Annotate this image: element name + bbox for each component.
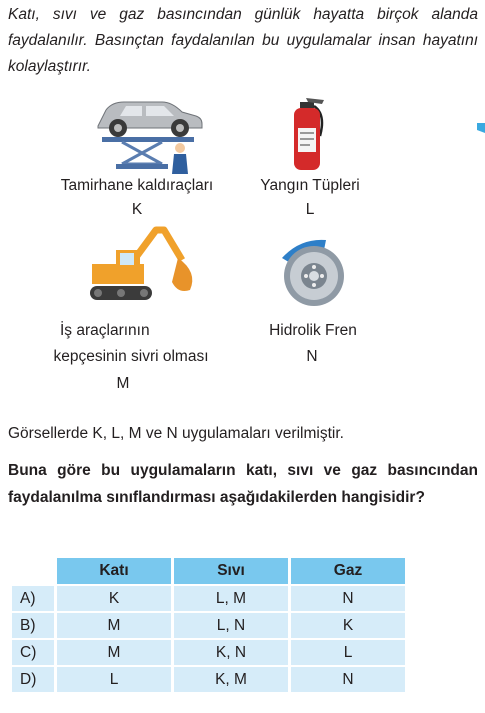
option-label[interactable]: D) — [12, 667, 54, 692]
car-lift-icon — [92, 94, 204, 178]
cell-sivi: K, N — [174, 640, 288, 665]
item-l-label: Yangın Tüpleri — [260, 177, 360, 194]
table-row[interactable] — [12, 640, 405, 665]
item-l-letter: L — [305, 201, 315, 218]
table-row[interactable] — [12, 613, 405, 638]
corner-marker — [477, 123, 485, 133]
intro-text: Katı, sıvı ve gaz basıncından günlük hayatta birçok alanda faydalanılır. Basınçtan faydalanılan bu uygulamalar insan hayatını kolaylaştırır. — [8, 6, 478, 75]
header-gaz: Gaz — [291, 558, 405, 584]
item-n-letter: N — [306, 348, 318, 365]
item-k-letter: K — [131, 201, 143, 218]
table-row[interactable] — [12, 586, 405, 611]
item-n-label: Hidrolik Fren — [269, 322, 357, 339]
cell-kati: L — [57, 667, 171, 692]
cell-kati: M — [57, 613, 171, 638]
table-header-row — [12, 558, 405, 584]
cell-gaz: L — [291, 640, 405, 665]
cell-gaz: N — [291, 586, 405, 611]
cell-gaz: N — [291, 667, 405, 692]
header-blank — [12, 558, 54, 584]
table-row[interactable] — [12, 667, 405, 692]
header-kati: Katı — [57, 558, 171, 584]
item-k-label: Tamirhane kaldıraçları — [60, 177, 214, 194]
excavator-icon — [86, 224, 208, 308]
statement-text: Görsellerde K, L, M ve N uygulamaları verilmiştir. — [8, 425, 344, 442]
option-label[interactable]: A) — [12, 586, 54, 611]
item-m-label-line2: kepçesinin sivri olması — [53, 348, 209, 365]
item-m-label-line1: İş araçlarının — [60, 322, 150, 339]
cell-sivi: L, M — [174, 586, 288, 611]
cell-sivi: K, M — [174, 667, 288, 692]
disc-brake-icon — [272, 236, 352, 308]
item-m-letter: M — [116, 375, 130, 392]
option-label[interactable]: B) — [12, 613, 54, 638]
cell-kati: M — [57, 640, 171, 665]
cell-kati: K — [57, 586, 171, 611]
option-label[interactable]: C) — [12, 640, 54, 665]
fire-extinguisher-icon — [284, 96, 330, 174]
cell-gaz: K — [291, 613, 405, 638]
cell-sivi: L, N — [174, 613, 288, 638]
question-text: Buna göre bu uygulamaların katı, sıvı ve gaz basıncından faydalanılma sınıflandırması aşağıdakilerden hangisidir? — [8, 462, 478, 506]
answer-table — [9, 556, 408, 694]
header-sivi: Sıvı — [174, 558, 288, 584]
